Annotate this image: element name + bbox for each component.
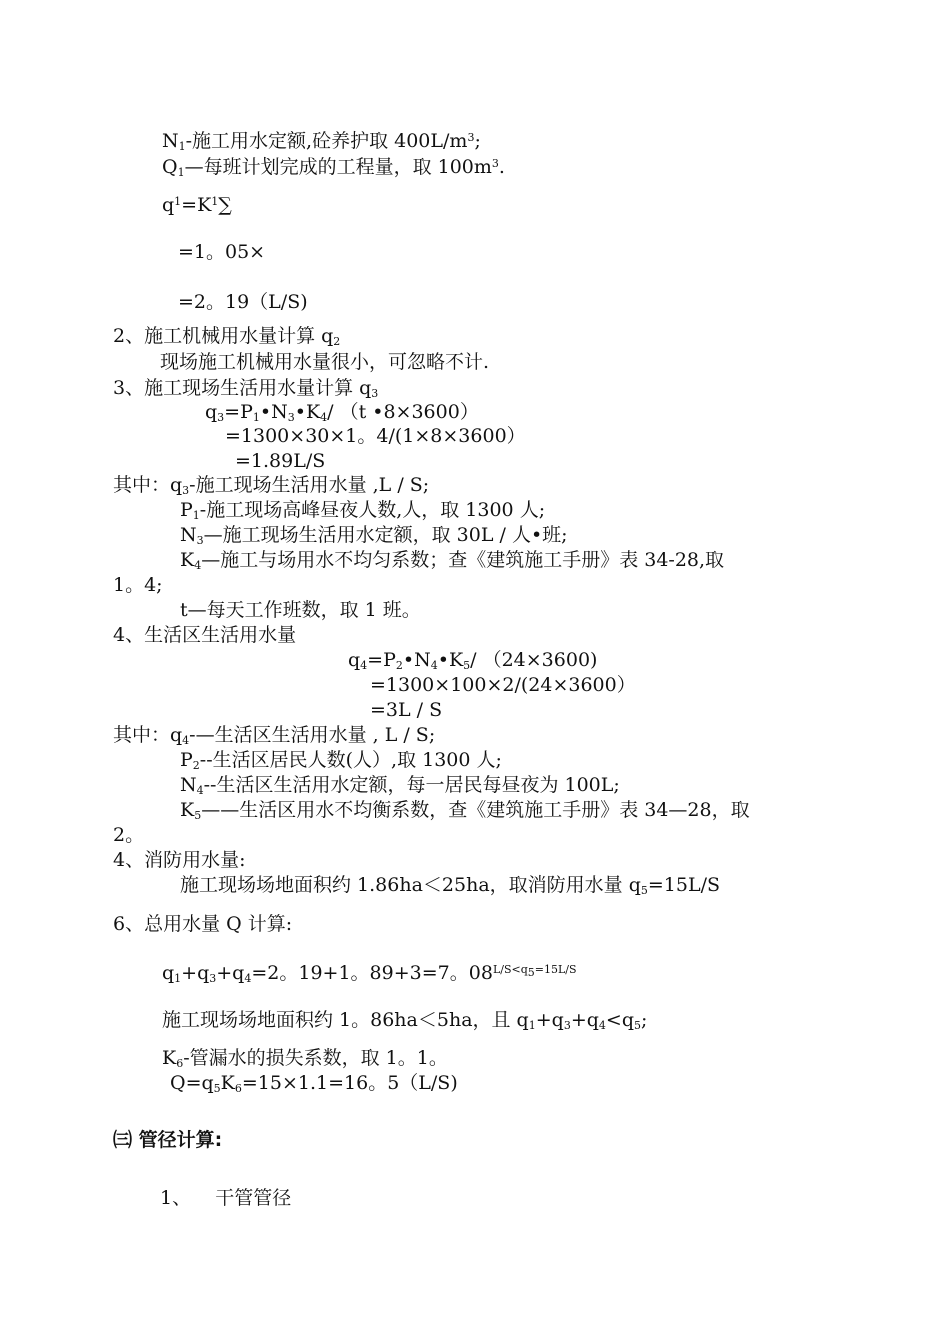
line-section5-title: 4、消防用水量:: [113, 849, 246, 871]
line-n3-definition: $N_3—$施工现场生活用水定额，取 30L / 人•班;: [180, 524, 568, 547]
line-p1-definition: $P_1-$施工现场高峰昼夜人数,人，取 1300 人;: [180, 499, 546, 522]
line-q3-where: 其中：$q_3-$施工现场生活用水量 ,L / S;: [113, 474, 430, 497]
line-k4-definition: $K_4—$施工与场用水不均匀系数；查《建筑施工手册》表 34-28,取: [180, 549, 725, 572]
line-t-definition: t—每天工作班数，取 1 班。: [180, 599, 421, 621]
line-area-note: 施工现场场地面积约 1。86ha＜5ha，且 $q_1+q_3+q_4<q_5$;: [162, 1009, 648, 1032]
line-k4-continued: 1。4;: [113, 574, 163, 596]
line-section6-title: 6、总用水量 Q 计算:: [113, 913, 293, 935]
line-section-pipe-heading: ㈢ 管径计算:: [113, 1129, 223, 1151]
line-section2-title: 2、施工机械用水量计算 $q_2$: [113, 325, 341, 348]
line-q3-step1: =1300×30×1。4/(1×8×3600）: [225, 425, 526, 447]
line-total-result: $Q=q_5K_6=15\times 1.1=16$。5（L/S): [170, 1072, 458, 1095]
line-q5-note: 施工现场场地面积约 1.86ha＜25ha，取消防用水量 $q_5=15L/S$: [180, 874, 720, 897]
line-sum-formula: $q_1+q_3+q_4=2$。19+1。89+3=7。$08^{L/S<q_5=15L/S}$: [162, 962, 577, 985]
line-section3-title: 3、施工现场生活用水量计算 $q_3$: [113, 377, 379, 400]
line-p2-definition: $P_2--$生活区居民人数(人）,取 1300 人;: [180, 749, 502, 772]
line-section2-note: 现场施工机械用水量很小，可忽略不计.: [160, 351, 490, 373]
line-trunk-pipe: 1、 干管管径: [160, 1187, 292, 1209]
line-section4-title: 4、生活区生活用水量: [113, 624, 297, 646]
line-q1-definition: $Q_1—$每班计划完成的工程量，取 $100m^3$.: [162, 156, 505, 179]
line-k6-definition: $K_6-$管漏水的损失系数，取 1。1。: [162, 1047, 448, 1070]
line-q4-formula: $q_4=P_2•N_4•K_5/$ （24×3600): [348, 649, 598, 672]
line-n4-definition: $N_4--$生活区生活用水定额，每一居民每昼夜为 100L;: [180, 774, 620, 797]
line-q3-formula: $q_3=P_1•N_3•K_4/$ （t •8×3600）: [205, 401, 479, 424]
line-k5-definition: $K_5——$生活区用水不均衡系数，查《建筑施工手册》表 34—28，取: [180, 799, 750, 822]
line-n1-definition: $N_1-$施工用水定额,砼养护取 $400L/m^3$;: [162, 130, 481, 153]
line-q1-formula: $q^1=K^1\sum$: [162, 194, 232, 216]
line-q4-where: 其中：$q_4-—$生活区生活用水量 , L / S;: [113, 724, 436, 747]
line-q1-step1: =1。05×: [178, 241, 266, 263]
line-q4-result: =3L / S: [370, 699, 443, 721]
line-q1-result: =2。19（L/S): [178, 291, 308, 313]
line-q4-step1: =1300×100×2/(24×3600）: [370, 674, 636, 696]
line-k5-continued: 2。: [113, 824, 145, 846]
line-q3-result: =1.89L/S: [235, 450, 326, 472]
